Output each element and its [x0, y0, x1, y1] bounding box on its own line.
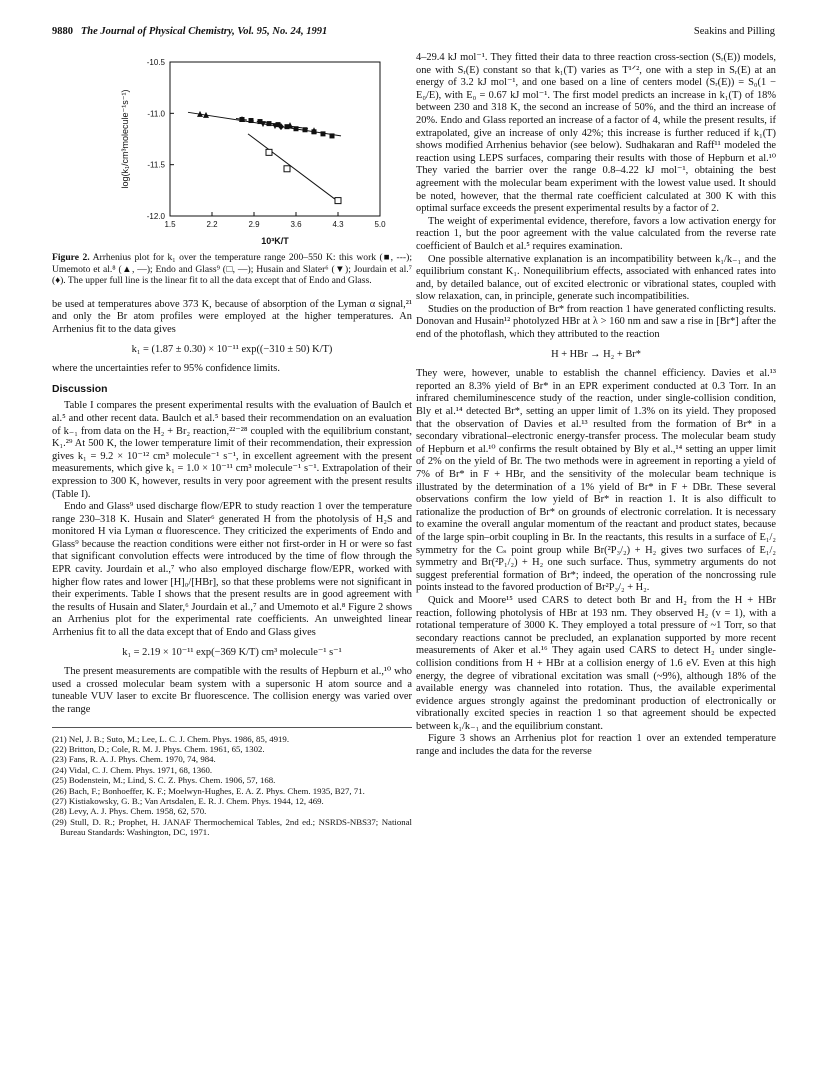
reference: (25) Bodenstein, M.; Lind, S. C. Z. Phys. Chem. 1906, 57, 168. [52, 775, 276, 786]
data-point-this-work [267, 121, 272, 126]
x-tick-label: 1.5 [164, 220, 176, 229]
x-tick-label: 4.3 [332, 220, 344, 229]
paragraph: Studies on the production of Br* from reaction 1 have generated conflicting results. Donovan and Husain¹² photolyzed HBr at λ > 160 nm and saw a rise in [Br*] after the end of the photoflash, which they attributed to the reaction [416, 303, 776, 341]
fit-line [188, 112, 341, 136]
paragraph: They were, however, unable to establish the channel efficiency. Davies et al.¹³ reported an 8.3% yield of Br* in an EPR experiment conducted at 0.3 Torr. In an infrared chemiluminescence study of the reaction, under single-collision condition, Bly et al.¹⁴ detected Br*, setting an upper limit of 1.3% on its yield. They proposed that the observation of Davies et al.¹³ resulted from the formation of Br* in a secondary vibrational–electronic energy-transfer process. The molecular beam study of Hepburn et al.¹⁰ confirms the result obtained by Bly et al.,¹⁴ setting an upper limit of 2% on the yield of Br. The two methods were in agreement in reporting a yield of 7% of Br* in F + HBr, and the sensitivity of the molecular beam technique is illustrated by the determination of a 1% yield of Br* in F + DBr. These several observations confirm the low yield of Br* in reaction 1. It is also difficult to rationalize the production of Br* on grounds of electronic correlation. It is necessary to examine the overall angular momentum of the reactant and product states, because of the large spin–orbit coupling in Br. In the reactants, this results in a surface of E₁/₂ symmetry for the Cₛ point group while Br(²P₃/₂) + H₂ gives two surfaces of E₁/₂ symmetry and Br(²P₁/₂) + H₂ one such surface. Thus, symmetry arguments do not suggest preferential formation of Br*; indeed, the operation of the noncrossing rule points instead to the favored production of Br²P₃/₂ + H₂. [416, 368, 776, 594]
caption-text: Arrhenius plot for k₁ over the temperature range 200–550 K: this work (■, ---); Umemoto et al.⁸ (▲, —); Endo and Glass⁹ (□, —); Husain and Slater⁶ (▼); Jourdain et al.⁷ (♦). The upper full line is the linear fit to all the data except that of Endo and Glass. [52, 252, 412, 287]
paragraph: The present measurements are compatible with the results of Hepburn et al.,¹⁰ who used a crossed molecular beam system with a supersonic H atom source and a tuneable VUV laser to excite Br fluorescence. The collision energy was varied over the range [52, 666, 412, 715]
reference: (29) Stull, D. R.; Prophet, H. JANAF Thermochemical Tables, 2nd ed.; NSRDS-NBS37; National Bureau Standards: Washington, DC, 1971. [52, 816, 412, 838]
y-tick-label: -10.5 [146, 58, 165, 67]
equation: k₁ = 2.19 × 10⁻¹¹ exp(−369 K/T) cm³ molecule⁻¹ s⁻¹ [122, 646, 342, 658]
paragraph: One possible alternative explanation is an incompatibility between k₁/k₋₁ and the equilibrium constant K₁. Nonequilibrium effects, associated with enhanced rates into and, by detailed balance, out of excited electronic or vibrational states, coupled with slow relaxation, can, in principle, generate such incompatibilities. [416, 253, 776, 303]
header-authors: Seakins and Pilling [693, 26, 775, 37]
paragraph: Endo and Glass⁹ used discharge flow/EPR to study reaction 1 over the temperature range 230–318 K. Husain and Slater⁶ generated H from the photolysis of H₂S and monitored H via Lyman α fluorescence. They criticized the experiments of Endo and Glass⁹ because the reaction conditions were either not first-order in H or were so fast that significant convolution effects were introduced by the time of flow through the EPR cavity. Jourdain et al.,⁷ who also employed discharge flow/EPR, worked with higher flow rates and lower [H]₀/[HBr], so that these problems were not significant in their experiments. Table I shows that the present results are in good agreement with the results of Husain and Slater,⁶ Jourdain et al.,⁷ and Umemoto et al.⁸ Figure 2 shows an Arrhenius plot for the experimental rate coefficients. An unweighted linear Arrhenius fit to all the data except that of Endo and Glass gives [52, 501, 412, 639]
reference: (26) Bach, F.; Bonhoeffer, K. F.; Moelwyn-Hughes, E. A. Z. Phys. Chem. 1935, B27, 71. [52, 785, 365, 796]
data-point-this-work [321, 131, 326, 136]
x-tick-label: 2.9 [248, 220, 260, 229]
x-tick-label: 5.0 [374, 220, 386, 229]
reference: (28) Levy, A. J. Phys. Chem. 1958, 62, 570. [52, 806, 207, 817]
reference: (23) Fans, R. A. J. Phys. Chem. 1970, 74, 984. [52, 754, 216, 765]
x-tick-label: 2.2 [206, 220, 218, 229]
references [52, 727, 412, 838]
caption-label: Figure 2. [52, 252, 90, 263]
reference: (21) Nel, J. B.; Suto, M.; Lee, L. C. J. Chem. Phys. 1986, 85, 4919. [52, 733, 290, 744]
paragraph: Table I compares the present experimental results with the evaluation of Baulch et al.⁵ and other recent data. Baulch et al.⁵ based their recommendation on an evaluation of k₋₁ from data on the H₂ + Br₂ reaction,²²⁻²⁸ coupled with the equilibrium constant, K₁.²⁹ At 500 K, the lower temperature limit of their recommendation, their expression gives k₁ = 9.2 × 10⁻¹² cm³ molecule⁻¹ s⁻¹, in excellent agreement with the present measurements, which give k₁ = 1.0 × 10⁻¹¹ cm³ molecule⁻¹ s⁻¹. Extrapolation of their expression to 300 K, however, results in very poor agreement with the present results (Table I). [52, 400, 412, 500]
figure-caption [52, 252, 412, 287]
fit-line [248, 134, 341, 204]
right-column [416, 52, 776, 759]
paragraph: be used at temperatures above 373 K, because of absorption of the Lyman α signal,²¹ and only the Br atom profiles were employed at the higher temperatures. An Arrhenius fit to the data gives [52, 298, 412, 335]
journal-title: The Journal of Physical Chemistry, Vol. 95, No. 24, 1991 [80, 26, 328, 37]
y-tick-label: -12.0 [146, 212, 165, 221]
reference: (27) Kistiakowsky, G. B.; Van Artsdalen, E. R. J. Chem. Phys. 1944, 12, 469. [52, 796, 324, 807]
left-column [52, 52, 412, 838]
equation: k₁ = (1.87 ± 0.30) × 10⁻¹¹ exp((−310 ± 50) K/T) [131, 343, 333, 355]
data-point-this-work [249, 118, 254, 123]
paragraph: where the uncertainties refer to 95% confidence limits. [52, 363, 280, 375]
y-tick-label: -11.0 [147, 109, 165, 119]
x-axis-label: 10³K/T [261, 236, 289, 246]
data-point-this-work [294, 126, 299, 131]
data-point-endo-glass [266, 149, 272, 155]
arrhenius-chart [52, 52, 412, 248]
paragraph: Figure 3 shows an Arrhenius plot for reaction 1 over an extended temperature range and includes the data for the reverse [416, 733, 776, 758]
page-number: 9880 [52, 26, 73, 37]
data-point-endo-glass [284, 166, 290, 172]
paragraph: 4–29.4 kJ mol⁻¹. They fitted their data to three reaction cross-section (Sᵣ(E)) models, one with Sᵣ(E) constant so that k₁(T) varies as T¹ᐟ², one with a step in Sᵣ(E) at an energy of 3.2 kJ mol⁻¹, and one based on a line of centers model (Sᵣ(E)) = S₀(1 − E₀/E), with E₀ = 0.67 kJ mol⁻¹. The first model predicts an increase in k₁(T) of 18% between 230 and 318 K, the second an increase of 50%, and the third an increase of 20%. Endo and Glass reported an increase of a factor of 4, while the present results, if extrapolated, give an increase of only 42%; this increase is further reduced if k₁(T) shows modified Arrhenius behavior (see below). Sudhakaran and Raff¹¹ modeled the reaction using LEPS surfaces, comparing their results with those of Hepburn et al.¹⁰ They varied the barrier over the range 0.8–4.22 kJ mol⁻¹, obtaining the best agreement with the molecular beam experiment with the lowest value used. It should be noted, however, that the thermal rate coefficient calculated at 300 K with this optimal surface exceeds the present experimental results by a factor of 2. [416, 52, 776, 215]
figure-2 [52, 52, 412, 248]
y-axis-label: log(k₁/cm³molecule⁻¹s⁻¹) [120, 89, 130, 189]
page-header [52, 26, 775, 42]
plot-frame [170, 62, 380, 216]
x-tick-label: 3.6 [290, 220, 302, 229]
reference: (22) Britton, D.; Cole, R. M. J. Phys. Chem. 1961, 65, 1302. [52, 744, 265, 754]
paragraph: Quick and Moore¹⁵ used CARS to detect both Br and H₂ from the H + HBr reaction, following photolysis of HBr at 193 nm. They observed H₂ (v = 1), with a rotational temperature of 3000 K. They employed a total pressure of ~1 Torr, so that secondary reactions cannot be precluded, an explanation supported by more recent measurements of Aker et al.¹⁶ They again used CARS to detect H₂ under single-collision conditions from H + HBr at a collision energy of 1.6 eV. Even at this high energy, the degree of vibrational excitation was small (~9%), although 18% of the available energy was channeled into rotation. Thus, the available experimental evidence argues strongly against the predominant production of electronically or vibrationally excited species in reaction 1 so that agreement should be expected between k₁/k₋₁ and the equilibrium constant. [416, 594, 776, 732]
data-point-this-work [303, 127, 308, 132]
data-point-this-work [330, 133, 335, 138]
paragraph: The weight of experimental evidence, therefore, favors a low activation energy for reaction 1, but the poor agreement with the value calculated from the reverse rate coefficient of Baulch et al.⁵ requires examination. [416, 215, 776, 252]
y-tick-label: -11.5 [147, 160, 165, 170]
header-left [52, 26, 327, 37]
data-point-endo-glass [335, 198, 341, 204]
equation: H + HBr → H₂ + Br* [551, 348, 641, 360]
reference: (24) Vidal, C. J. Chem. Phys. 1971, 68, 1360. [52, 764, 213, 775]
section-heading: Discussion [52, 383, 108, 395]
